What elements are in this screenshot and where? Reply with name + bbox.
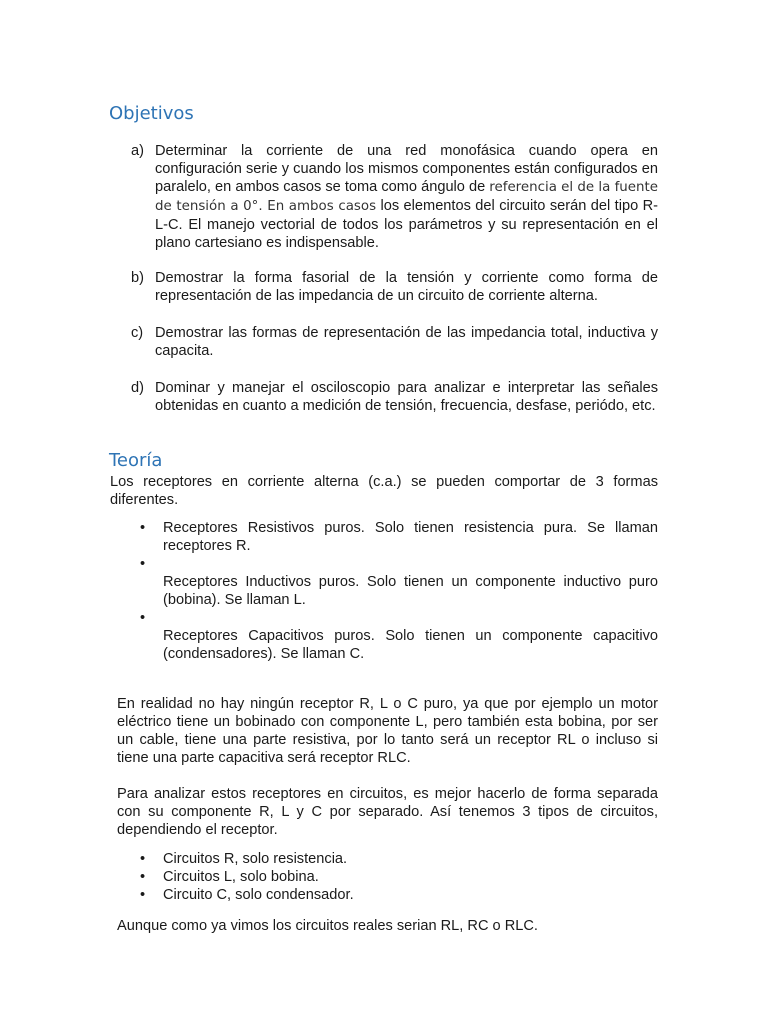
objective-marker: b) bbox=[131, 270, 144, 286]
circuit-list bbox=[0, 850, 768, 904]
objective-marker: c) bbox=[131, 325, 144, 341]
objective-item-d bbox=[0, 379, 658, 415]
receptor-list bbox=[0, 519, 768, 663]
objective-item-c bbox=[0, 324, 658, 360]
theory-heading: Teoría bbox=[109, 450, 163, 471]
paragraph-analysis: Para analizar estos receptores en circuitos, es mejor hacerlo de forma separada con su componente R, L y C por separado. Así tenemos 3 tipos de circuitos, dependiendo el receptor. bbox=[117, 786, 658, 838]
receptor-item bbox=[0, 519, 658, 555]
bullet-icon: • bbox=[140, 520, 146, 536]
bullet-icon: • bbox=[140, 610, 146, 626]
circuit-text: Circuitos R, solo resistencia. bbox=[163, 851, 348, 867]
circuit-item bbox=[0, 868, 658, 886]
objective-text: Dominar y manejar el osciloscopio para analizar e interpretar las señales obtenidas en cuanto a medición de tensión, frecuencia, desfase, periódo, etc. bbox=[155, 380, 658, 414]
objective-text: los elementos del circuito serán del tipo R-L-C. El manejo vectorial de todos los parámetros y su representación en el plano cartesiano es indispensable. bbox=[155, 198, 658, 251]
circuit-text: Circuitos L, solo bobina. bbox=[163, 869, 319, 885]
closing-paragraph: Aunque como ya vimos los circuitos reales serian RL, RC o RLC. bbox=[117, 918, 538, 934]
receptor-text: Receptores Capacitivos puros. Solo tienen un componente capacitivo (condensadores). Se llaman C. bbox=[163, 628, 658, 662]
bullet-icon: • bbox=[140, 869, 146, 885]
objective-marker: d) bbox=[131, 380, 144, 396]
objectives-list-c bbox=[0, 324, 768, 360]
objective-marker: a) bbox=[131, 143, 144, 159]
receptor-item bbox=[0, 609, 658, 627]
theory-intro: Los receptores en corriente alterna (c.a.) se pueden comportar de 3 formas diferentes. bbox=[110, 474, 658, 508]
receptor-text: Receptores Inductivos puros. Solo tienen un componente inductivo puro (bobina). Se llaman L. bbox=[163, 574, 658, 608]
paragraph-real-receptors: En realidad no hay ningún receptor R, L o C puro, ya que por ejemplo un motor eléctrico tiene un bobinado con componente L, pero también esta bobina, por ser un cable, tiene una parte resistiva, por lo tanto será un receptor RL o incluso si tiene una parte capacitiva será receptor RLC. bbox=[117, 696, 658, 766]
objective-item-b bbox=[0, 269, 658, 305]
objective-item-a bbox=[0, 142, 658, 252]
objective-text: Demostrar las formas de representación de las impedancia total, inductiva y capacita. bbox=[155, 325, 658, 359]
objective-text: Demostrar la forma fasorial de la tensión y corriente como forma de representación de las impedancia de un circuito de corriente alterna. bbox=[155, 270, 658, 304]
receptor-text: Receptores Resistivos puros. Solo tienen resistencia pura. Se llaman receptores R. bbox=[163, 520, 658, 554]
objectives-list-b bbox=[0, 269, 768, 305]
objectives-list bbox=[0, 142, 768, 252]
bullet-icon: • bbox=[140, 887, 146, 903]
bullet-icon: • bbox=[140, 556, 146, 572]
circuit-item bbox=[0, 850, 658, 868]
circuit-item bbox=[0, 886, 658, 904]
receptor-item bbox=[0, 573, 658, 609]
bullet-icon: • bbox=[140, 851, 146, 867]
receptor-item bbox=[0, 627, 658, 663]
objective-text-alt: referencia el de la fuente de tensión a 0°. En ambos casos bbox=[155, 180, 658, 214]
objective-text: Determinar la corriente de una red monofásica cuando opera en configuración serie y cuando los mismos componentes están configurados en paralelo, en ambos casos se toma como ángulo de bbox=[155, 143, 658, 195]
circuit-text: Circuito C, solo condensador. bbox=[163, 887, 354, 903]
receptor-item bbox=[0, 555, 658, 573]
objectives-list-d bbox=[0, 379, 768, 415]
objectives-heading: Objetivos bbox=[109, 103, 194, 124]
